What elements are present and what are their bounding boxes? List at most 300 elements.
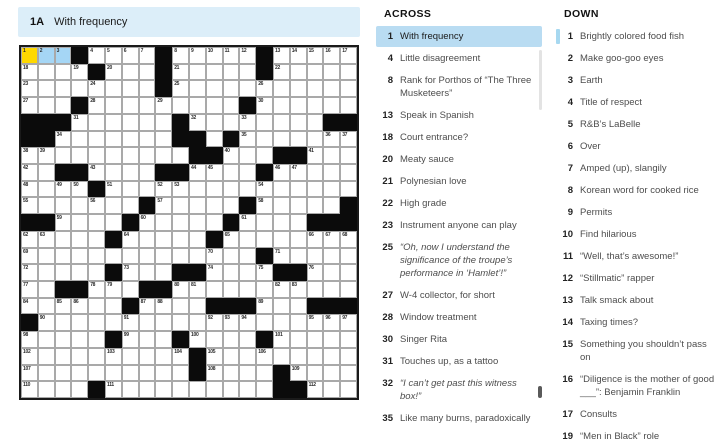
grid-cell[interactable] [323,164,340,181]
grid-cell[interactable] [139,248,156,265]
grid-cell[interactable] [206,264,223,281]
grid-cell[interactable] [55,365,72,382]
grid-cell[interactable] [340,231,357,248]
grid-cell[interactable] [71,147,88,164]
grid-cell[interactable] [88,214,105,231]
grid-cell[interactable] [290,114,307,131]
grid-cell[interactable] [105,348,122,365]
grid-cell[interactable] [307,47,324,64]
grid-cell[interactable] [256,231,273,248]
grid-cell[interactable] [223,147,240,164]
grid-cell[interactable] [105,64,122,81]
grid-cell[interactable] [340,181,357,198]
grid-cell[interactable] [223,264,240,281]
grid-cell[interactable] [239,314,256,331]
grid-cell[interactable] [155,381,172,398]
grid-cell[interactable] [223,314,240,331]
grid-cell[interactable] [139,47,156,64]
grid-cell[interactable] [122,181,139,198]
grid-cell[interactable] [290,248,307,265]
grid-cell[interactable] [88,348,105,365]
grid-cell[interactable] [155,314,172,331]
grid-cell[interactable] [155,248,172,265]
grid-cell[interactable] [189,314,206,331]
grid-cell[interactable] [139,214,156,231]
grid-cell[interactable] [71,131,88,148]
grid-cell[interactable] [172,248,189,265]
grid-cell[interactable] [122,264,139,281]
grid-cell[interactable] [139,381,156,398]
grid-cell[interactable] [172,147,189,164]
grid-cell[interactable] [21,365,38,382]
grid-cell[interactable] [172,281,189,298]
grid-cell[interactable] [155,97,172,114]
grid-cell[interactable] [307,314,324,331]
grid-cell[interactable] [105,214,122,231]
grid-cell[interactable] [172,365,189,382]
grid-cell[interactable] [21,64,38,81]
current-clue-bar[interactable] [18,7,360,37]
grid-cell[interactable] [256,214,273,231]
grid-cell[interactable] [239,381,256,398]
grid-cell[interactable] [323,181,340,198]
grid-cell[interactable] [172,80,189,97]
grid-cell[interactable] [273,64,290,81]
grid-cell[interactable] [307,197,324,214]
grid-cell[interactable] [273,131,290,148]
grid-cell[interactable] [307,131,324,148]
grid-cell[interactable] [189,114,206,131]
grid-cell[interactable] [55,314,72,331]
grid-cell[interactable] [189,331,206,348]
grid-cell[interactable] [307,181,324,198]
grid-cell[interactable] [189,197,206,214]
across-clue-35[interactable] [376,408,542,429]
grid-cell[interactable] [172,214,189,231]
grid-cell[interactable] [256,131,273,148]
grid-cell[interactable] [340,264,357,281]
grid-cell[interactable] [340,164,357,181]
grid-cell[interactable] [155,214,172,231]
grid-cell[interactable] [307,248,324,265]
grid-cell[interactable] [71,214,88,231]
grid-cell[interactable] [172,298,189,315]
grid-cell[interactable] [290,365,307,382]
across-clue-32[interactable] [376,373,542,407]
grid-cell[interactable] [122,331,139,348]
grid-cell[interactable] [38,365,55,382]
grid-cell[interactable] [71,80,88,97]
grid-cell[interactable] [206,164,223,181]
grid-cell[interactable] [290,197,307,214]
grid-cell[interactable] [290,131,307,148]
grid-cell[interactable] [206,131,223,148]
grid-cell[interactable] [189,80,206,97]
grid-cell[interactable] [256,298,273,315]
grid-cell[interactable] [340,331,357,348]
grid-cell[interactable] [273,80,290,97]
grid-cell[interactable] [88,80,105,97]
grid-cell[interactable] [105,114,122,131]
grid-cell[interactable] [206,64,223,81]
grid-cell[interactable] [206,80,223,97]
grid-cell[interactable] [323,365,340,382]
grid-cell[interactable] [122,97,139,114]
grid-cell[interactable] [71,348,88,365]
grid-cell[interactable] [139,164,156,181]
grid-cell[interactable] [223,164,240,181]
grid-cell[interactable] [55,64,72,81]
grid-cell[interactable] [71,381,88,398]
grid-cell[interactable] [21,264,38,281]
grid-cell[interactable] [256,197,273,214]
grid-cell[interactable] [256,381,273,398]
grid-cell[interactable] [273,298,290,315]
grid-cell[interactable] [155,147,172,164]
grid-cell[interactable] [273,114,290,131]
grid-cell[interactable] [273,314,290,331]
grid-cell[interactable] [139,97,156,114]
grid-cell[interactable] [105,248,122,265]
grid-cell[interactable] [88,314,105,331]
across-clue-13[interactable] [376,105,542,126]
grid-cell[interactable] [290,181,307,198]
grid-cell[interactable] [21,298,38,315]
grid-cell[interactable] [55,231,72,248]
grid-cell[interactable] [239,114,256,131]
grid-cell[interactable] [290,47,307,64]
grid-cell[interactable] [105,147,122,164]
grid-cell[interactable] [206,331,223,348]
grid-cell[interactable] [71,64,88,81]
grid-cell[interactable] [273,97,290,114]
highlighted-cell[interactable] [55,47,72,64]
grid-cell[interactable] [155,298,172,315]
grid-cell[interactable] [256,181,273,198]
grid-cell[interactable] [88,97,105,114]
grid-cell[interactable] [172,314,189,331]
grid-cell[interactable] [239,80,256,97]
down-clue-15[interactable] [556,334,722,368]
grid-cell[interactable] [256,281,273,298]
grid-cell[interactable] [38,147,55,164]
grid-cell[interactable] [340,47,357,64]
grid-cell[interactable] [38,164,55,181]
grid-cell[interactable] [239,131,256,148]
grid-cell[interactable] [307,147,324,164]
grid-cell[interactable] [105,97,122,114]
grid-cell[interactable] [139,264,156,281]
grid-cell[interactable] [256,348,273,365]
grid-cell[interactable] [290,80,307,97]
grid-cell[interactable] [273,214,290,231]
grid-cell[interactable] [21,248,38,265]
grid-cell[interactable] [307,264,324,281]
grid-cell[interactable] [189,181,206,198]
grid-cell[interactable] [340,80,357,97]
grid-cell[interactable] [239,164,256,181]
grid-cell[interactable] [290,214,307,231]
grid-cell[interactable] [239,64,256,81]
down-clue-19[interactable] [556,426,722,447]
grid-cell[interactable] [139,114,156,131]
grid-cell[interactable] [239,281,256,298]
grid-cell[interactable] [88,298,105,315]
across-clue-21[interactable] [376,171,542,192]
grid-cell[interactable] [223,281,240,298]
grid-cell[interactable] [323,314,340,331]
grid-cell[interactable] [290,97,307,114]
grid-cell[interactable] [239,231,256,248]
grid-cell[interactable] [155,348,172,365]
grid-cell[interactable] [21,331,38,348]
down-clue-10[interactable] [556,224,722,245]
grid-cell[interactable] [105,365,122,382]
grid-cell[interactable] [21,164,38,181]
grid-cell[interactable] [155,365,172,382]
grid-cell[interactable] [189,231,206,248]
grid-cell[interactable] [105,281,122,298]
grid-cell[interactable] [88,47,105,64]
down-clue-12[interactable] [556,268,722,289]
grid-cell[interactable] [88,131,105,148]
grid-cell[interactable] [223,348,240,365]
grid-cell[interactable] [88,264,105,281]
down-clue-6[interactable] [556,136,722,157]
grid-cell[interactable] [71,314,88,331]
grid-cell[interactable] [139,131,156,148]
grid-cell[interactable] [172,231,189,248]
grid-cell[interactable] [71,114,88,131]
grid-cell[interactable] [223,114,240,131]
grid-cell[interactable] [256,147,273,164]
grid-cell[interactable] [38,381,55,398]
grid-cell[interactable] [290,231,307,248]
grid-cell[interactable] [55,147,72,164]
grid-cell[interactable] [122,365,139,382]
grid-cell[interactable] [155,264,172,281]
grid-cell[interactable] [105,197,122,214]
grid-cell[interactable] [55,248,72,265]
grid-cell[interactable] [55,264,72,281]
grid-cell[interactable] [340,64,357,81]
grid-cell[interactable] [307,381,324,398]
grid-cell[interactable] [223,97,240,114]
grid-cell[interactable] [223,197,240,214]
grid-cell[interactable] [256,314,273,331]
grid-cell[interactable] [206,181,223,198]
grid-cell[interactable] [172,64,189,81]
grid-cell[interactable] [38,181,55,198]
across-scrollbar-track[interactable] [539,50,542,110]
grid-cell[interactable] [21,97,38,114]
grid-cell[interactable] [55,348,72,365]
grid-cell[interactable] [21,147,38,164]
grid-cell[interactable] [340,365,357,382]
grid-cell[interactable] [88,147,105,164]
across-clue-20[interactable] [376,149,542,170]
grid-cell[interactable] [189,248,206,265]
grid-cell[interactable] [71,181,88,198]
grid-cell[interactable] [71,197,88,214]
grid-cell[interactable] [290,164,307,181]
grid-cell[interactable] [256,114,273,131]
grid-cell[interactable] [21,281,38,298]
down-clue-9[interactable] [556,202,722,223]
grid-cell[interactable] [323,80,340,97]
grid-cell[interactable] [55,197,72,214]
grid-cell[interactable] [307,281,324,298]
grid-cell[interactable] [38,298,55,315]
grid-cell[interactable] [88,248,105,265]
grid-cell[interactable] [88,114,105,131]
grid-cell[interactable] [55,80,72,97]
down-clue-14[interactable] [556,312,722,333]
grid-cell[interactable] [21,80,38,97]
grid-cell[interactable] [239,214,256,231]
grid-cell[interactable] [139,331,156,348]
down-clue-1[interactable] [556,26,722,47]
grid-cell[interactable] [55,214,72,231]
down-clue-2[interactable] [556,48,722,69]
grid-cell[interactable] [307,64,324,81]
grid-cell[interactable] [172,47,189,64]
grid-cell[interactable] [273,281,290,298]
grid-cell[interactable] [38,248,55,265]
grid-cell[interactable] [189,47,206,64]
grid-cell[interactable] [290,281,307,298]
grid-cell[interactable] [206,214,223,231]
grid-cell[interactable] [122,197,139,214]
grid-cell[interactable] [122,281,139,298]
grid-cell[interactable] [55,97,72,114]
grid-cell[interactable] [88,281,105,298]
grid-cell[interactable] [155,131,172,148]
grid-cell[interactable] [172,97,189,114]
grid-cell[interactable] [55,331,72,348]
grid-cell[interactable] [55,131,72,148]
grid-cell[interactable] [122,131,139,148]
grid-cell[interactable] [340,281,357,298]
grid-cell[interactable] [139,64,156,81]
grid-cell[interactable] [21,381,38,398]
grid-cell[interactable] [88,197,105,214]
grid-cell[interactable] [38,231,55,248]
grid-cell[interactable] [323,197,340,214]
grid-cell[interactable] [256,264,273,281]
grid-cell[interactable] [105,381,122,398]
grid-cell[interactable] [139,80,156,97]
selected-cell[interactable] [21,47,38,64]
grid-cell[interactable] [189,214,206,231]
down-clue-3[interactable] [556,70,722,91]
grid-cell[interactable] [239,47,256,64]
grid-cell[interactable] [38,64,55,81]
grid-cell[interactable] [189,64,206,81]
grid-cell[interactable] [239,181,256,198]
grid-cell[interactable] [273,164,290,181]
across-clue-28[interactable] [376,307,542,328]
grid-cell[interactable] [105,80,122,97]
grid-cell[interactable] [307,331,324,348]
grid-cell[interactable] [273,231,290,248]
grid-cell[interactable] [105,314,122,331]
grid-cell[interactable] [223,181,240,198]
grid-cell[interactable] [71,331,88,348]
grid-cell[interactable] [71,298,88,315]
grid-cell[interactable] [206,47,223,64]
grid-cell[interactable] [122,47,139,64]
grid-cell[interactable] [340,381,357,398]
grid-cell[interactable] [206,314,223,331]
grid-cell[interactable] [155,231,172,248]
down-clue-11[interactable] [556,246,722,267]
grid-cell[interactable] [172,197,189,214]
grid-cell[interactable] [139,231,156,248]
across-clue-23[interactable] [376,215,542,236]
grid-cell[interactable] [239,248,256,265]
grid-cell[interactable] [223,365,240,382]
grid-cell[interactable] [38,264,55,281]
grid-cell[interactable] [206,114,223,131]
grid-cell[interactable] [323,248,340,265]
grid-cell[interactable] [323,131,340,148]
grid-cell[interactable] [323,331,340,348]
grid-cell[interactable] [239,147,256,164]
grid-cell[interactable] [256,80,273,97]
grid-cell[interactable] [340,348,357,365]
grid-cell[interactable] [323,64,340,81]
grid-cell[interactable] [21,197,38,214]
across-clue-31[interactable] [376,351,542,372]
grid-cell[interactable] [340,131,357,148]
grid-cell[interactable] [55,181,72,198]
grid-cell[interactable] [139,365,156,382]
grid-cell[interactable] [139,314,156,331]
grid-cell[interactable] [139,298,156,315]
grid-cell[interactable] [239,365,256,382]
grid-cell[interactable] [172,181,189,198]
across-clue-30[interactable] [376,329,542,350]
grid-cell[interactable] [105,47,122,64]
grid-cell[interactable] [122,314,139,331]
grid-cell[interactable] [88,331,105,348]
grid-cell[interactable] [239,264,256,281]
grid-cell[interactable] [206,197,223,214]
grid-cell[interactable] [323,381,340,398]
grid-cell[interactable] [290,314,307,331]
grid-cell[interactable] [307,114,324,131]
grid-cell[interactable] [139,348,156,365]
grid-cell[interactable] [223,47,240,64]
grid-cell[interactable] [340,147,357,164]
grid-cell[interactable] [55,381,72,398]
grid-cell[interactable] [323,264,340,281]
grid-cell[interactable] [256,97,273,114]
grid-cell[interactable] [21,231,38,248]
across-clue-22[interactable] [376,193,542,214]
grid-cell[interactable] [256,365,273,382]
down-clue-7[interactable] [556,158,722,179]
grid-cell[interactable] [206,248,223,265]
grid-cell[interactable] [290,64,307,81]
grid-cell[interactable] [38,97,55,114]
grid-cell[interactable] [223,64,240,81]
grid-cell[interactable] [122,231,139,248]
grid-cell[interactable] [122,80,139,97]
grid-cell[interactable] [273,248,290,265]
grid-cell[interactable] [189,97,206,114]
